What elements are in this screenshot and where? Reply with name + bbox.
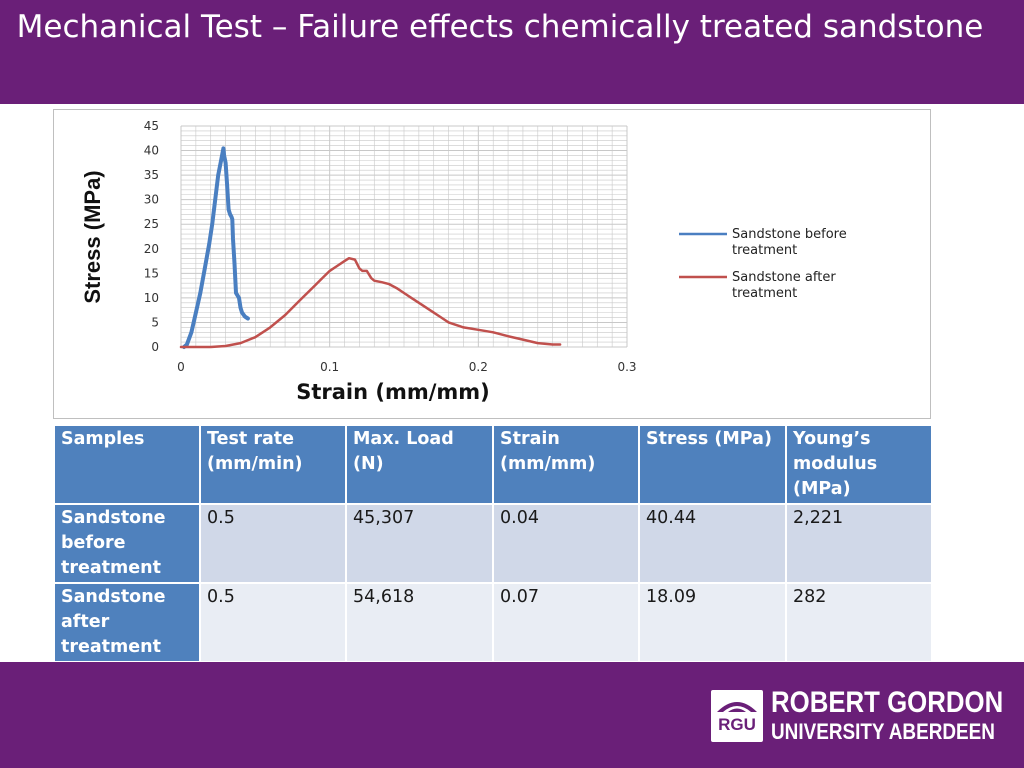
chart-grid [181, 126, 627, 347]
x-tick-label: 0.1 [320, 360, 340, 374]
y-tick-label: 35 [143, 168, 159, 183]
legend-label: Sandstone after treatment [732, 270, 836, 301]
header-test-rate: Test rate (mm/min) [200, 425, 346, 504]
stress-strain-chart [53, 109, 931, 419]
legend-label: Sandstone before treatment [732, 227, 847, 258]
logo-mark-text: RGU [718, 715, 756, 734]
y-tick-label: 25 [143, 217, 159, 232]
chart-axes [80, 119, 637, 404]
header-youngs-modulus: Young’s modulus (MPa) [786, 425, 932, 504]
y-tick-label: 10 [143, 290, 159, 305]
cap-arch-icon [711, 690, 763, 716]
chart-series [181, 148, 560, 347]
y-tick-label: 45 [143, 119, 159, 133]
y-tick-label: 5 [151, 315, 159, 330]
table-row [54, 583, 932, 662]
x-tick-label: 0.3 [617, 360, 637, 374]
cell-youngs-modulus: 2,221 [786, 504, 932, 583]
cell-stress: 40.44 [639, 504, 786, 583]
row-sample-name: Sandstone after treatment [54, 583, 200, 662]
logo-text-line2: UNIVERSITY ABERDEEN [771, 719, 995, 744]
cell-youngs-modulus: 282 [786, 583, 932, 662]
cell-strain: 0.04 [493, 504, 639, 583]
table-row [54, 504, 932, 583]
y-tick-label: 15 [143, 266, 159, 281]
cell-test-rate: 0.5 [200, 504, 346, 583]
x-tick-label: 0.2 [468, 360, 488, 374]
cell-max-load: 54,618 [346, 583, 493, 662]
footer-bar [0, 662, 1024, 768]
x-axis-title: Strain (mm/mm) [296, 380, 490, 404]
y-tick-label: 40 [143, 143, 159, 158]
cell-test-rate: 0.5 [200, 583, 346, 662]
chart-svg [54, 110, 930, 418]
logo-text-line1: ROBERT GORDON [771, 686, 1004, 719]
y-tick-label: 30 [143, 192, 159, 207]
results-table [53, 424, 933, 663]
header-samples: Samples [54, 425, 200, 504]
cell-strain: 0.07 [493, 583, 639, 662]
rgu-logo-icon [711, 690, 763, 742]
cell-stress: 18.09 [639, 583, 786, 662]
chart-legend [679, 227, 847, 301]
y-tick-label: 0 [151, 340, 159, 354]
cell-max-load: 45,307 [346, 504, 493, 583]
header-strain: Strain (mm/mm) [493, 425, 639, 504]
row-sample-name: Sandstone before treatment [54, 504, 200, 583]
header-max-load: Max. Load (N) [346, 425, 493, 504]
y-axis-title: Stress (MPa) [80, 170, 105, 304]
title-bar [0, 0, 1024, 104]
x-tick-label: 0 [177, 360, 185, 374]
series-line [184, 148, 248, 347]
table-header-row [54, 425, 932, 504]
y-tick-label: 20 [143, 241, 159, 256]
slide-title: Mechanical Test – Failure effects chemically treated sandstone [16, 9, 984, 45]
header-stress: Stress (MPa) [639, 425, 786, 504]
